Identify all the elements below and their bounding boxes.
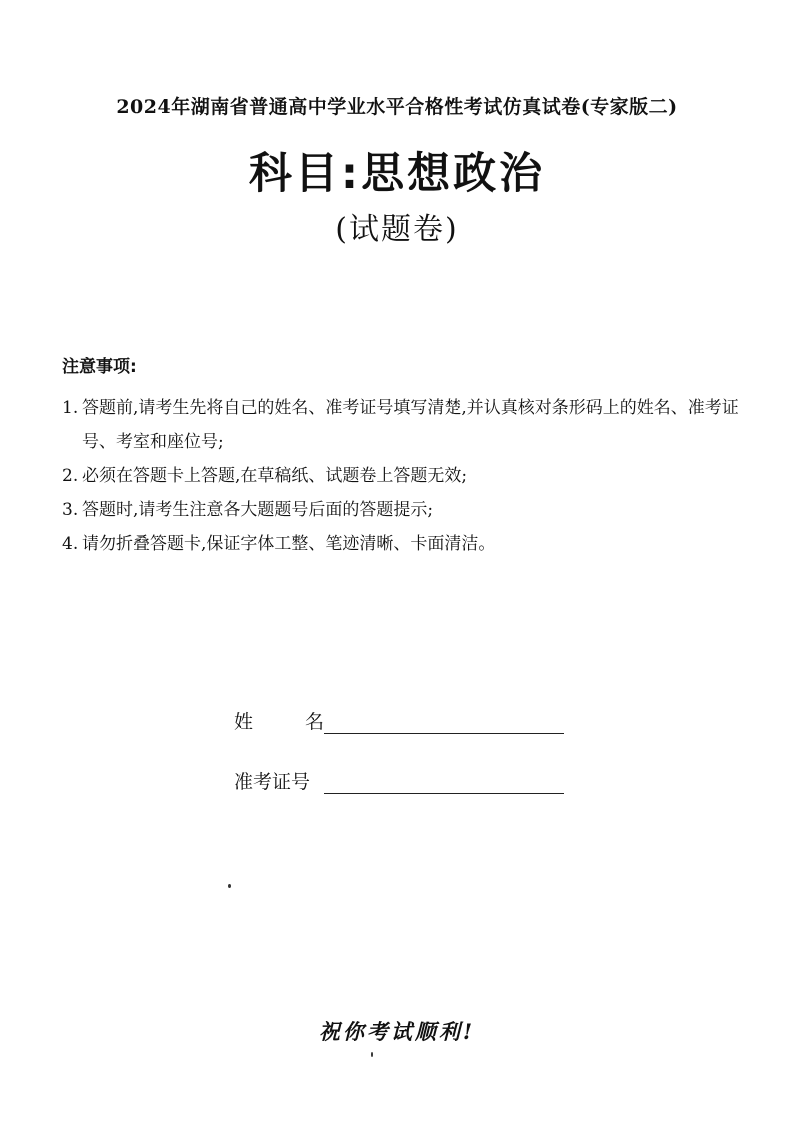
notice-item-2 — [62, 459, 762, 493]
notice-item-number: 3. — [62, 500, 79, 520]
name-input[interactable] — [324, 701, 564, 734]
notice-item-text: 必须在答题卡上答题,在草稿纸、试题卷上答题无效; — [82, 466, 468, 486]
exam-id-input[interactable] — [324, 761, 564, 794]
subject-title: 科目:思想政治 — [248, 149, 546, 199]
scan-speck — [228, 884, 231, 888]
name-label-char-1: 姓 — [234, 711, 254, 733]
exam-title: 2024年湖南省普通高中学业水平合格性考试仿真试卷(专家版二) — [116, 96, 678, 118]
notice-item-number: 2. — [62, 466, 79, 486]
notice-item-3 — [62, 493, 762, 527]
scan-speck — [371, 1052, 373, 1057]
notice-item-text: 答题前,请考生先将自己的姓名、准考证号填写清楚,并认真核对条形码上的姓名、准考证号、考室和座位号; — [82, 398, 739, 452]
candidate-info-fields — [234, 700, 564, 820]
exam-id-field-row — [234, 760, 564, 794]
notice-item-text: 请勿折叠答题卡,保证字体工整、笔迹清晰、卡面清洁。 — [82, 534, 496, 554]
name-label — [234, 707, 324, 734]
notice-list — [62, 391, 762, 561]
notice-item-number: 4. — [62, 534, 79, 554]
notice-item-text: 答题时,请考生注意各大题题号后面的答题提示; — [82, 500, 434, 520]
notice-item-4 — [62, 527, 762, 561]
notice-section — [62, 352, 762, 561]
paper-type-label: (试题卷) — [335, 212, 459, 247]
notice-heading: 注意事项: — [62, 357, 137, 377]
notice-item-number: 1. — [62, 398, 79, 418]
notice-item-1 — [62, 391, 762, 459]
good-luck-message: 祝你考试顺利! — [318, 1019, 476, 1044]
name-field-row — [234, 700, 564, 734]
exam-id-label: 准考证号 — [234, 771, 311, 793]
name-label-char-2: 名 — [304, 711, 324, 733]
